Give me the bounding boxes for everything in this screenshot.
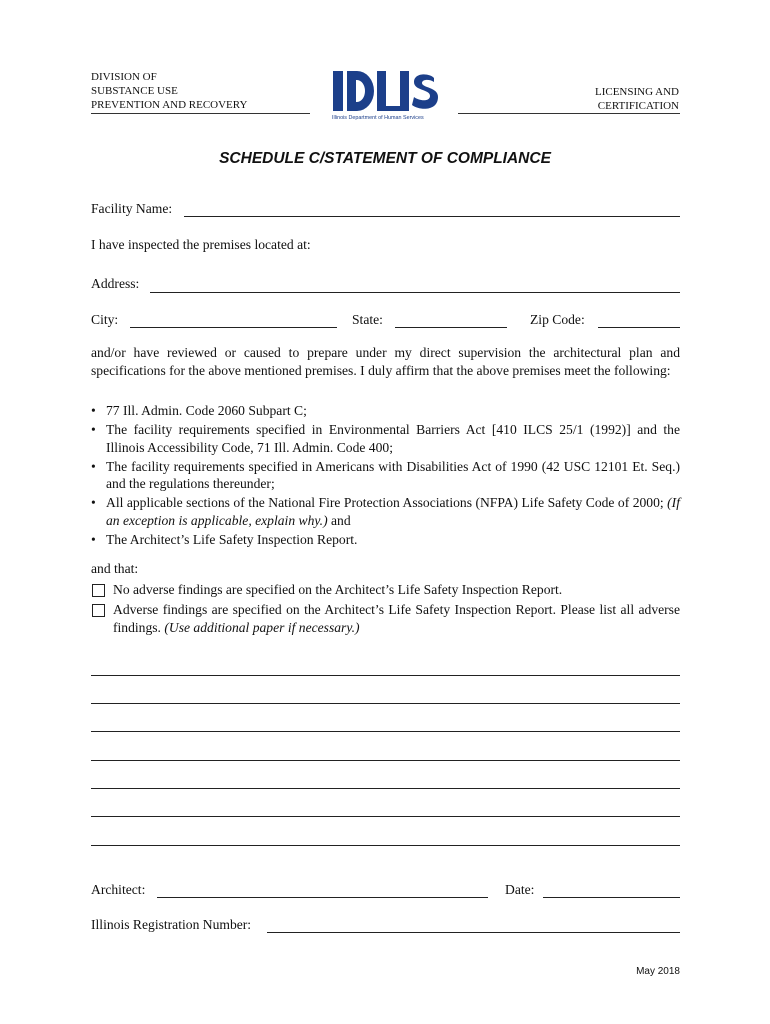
header-rule-left: [91, 113, 310, 114]
city-label: City:: [91, 312, 119, 327]
facility-name-label: Facility Name:: [91, 201, 173, 216]
architect-field[interactable]: [157, 897, 488, 898]
and-that-label: and that:: [91, 561, 139, 576]
list-item: • The facility requirements specified in Americans with Disabilities Act of 1990 (42 USC 12101 Et. Seq.) and the regulations thereunder;: [91, 458, 680, 491]
city-field[interactable]: [130, 327, 337, 328]
facility-name-field[interactable]: [184, 216, 680, 217]
registration-label: Illinois Registration Number:: [91, 917, 252, 932]
state-label: State:: [352, 312, 383, 327]
date-label: Date:: [505, 882, 535, 897]
list-item: • The Architect’s Life Safety Inspection Report.: [91, 531, 358, 547]
division-line-1: DIVISION OF: [91, 71, 157, 83]
address-field[interactable]: [150, 292, 680, 293]
no-adverse-findings-checkbox[interactable]: [92, 584, 105, 597]
logo-subtitle: Illinois Department of Human Services: [332, 115, 424, 121]
address-label: Address:: [91, 276, 140, 291]
findings-line-2[interactable]: [91, 703, 680, 704]
registration-field[interactable]: [267, 932, 680, 933]
licensing-line-2: CERTIFICATION: [597, 100, 679, 112]
adverse-findings-checkbox[interactable]: [92, 604, 105, 617]
list-item: • The facility requirements specified in Environmental Barriers Act [410 ILCS 25/1 (1992)] and the Illinois Accessibility Code, 71 Ill. Admin. Code 400;: [91, 422, 680, 455]
zip-label: Zip Code:: [530, 312, 585, 327]
licensing-header: [595, 85, 679, 113]
findings-line-1[interactable]: [91, 675, 680, 676]
division-header: [91, 70, 247, 112]
findings-line-6[interactable]: [91, 816, 680, 817]
architect-label: Architect:: [91, 882, 146, 897]
header-rule-right: [458, 113, 680, 114]
state-field[interactable]: [395, 327, 507, 328]
inspected-label: I have inspected the premises located at:: [91, 237, 311, 252]
division-line-3: PREVENTION AND RECOVERY: [91, 99, 248, 111]
zip-field[interactable]: [598, 327, 680, 328]
footer-date: May 2018: [636, 966, 680, 977]
requirements-list: [91, 402, 680, 550]
list-item: • All applicable sections of the National Fire Protection Associations (NFPA) Life Safety Code of 2000; (If an exception is applicable, explain why.) and: [91, 495, 680, 528]
no-adverse-findings-label: No adverse findings are specified on the Architect’s Life Safety Inspection Report.: [113, 582, 563, 597]
date-field[interactable]: [543, 897, 680, 898]
licensing-line-1: LICENSING AND: [594, 86, 679, 98]
idhs-logo: [330, 68, 440, 122]
findings-line-5[interactable]: [91, 788, 680, 789]
division-line-2: SUBSTANCE USE: [91, 85, 178, 97]
findings-line-3[interactable]: [91, 731, 680, 732]
affirmation-paragraph: and/or have reviewed or caused to prepare under my direct supervision the architectural plan and specifications for the above mentioned premises. I duly affirm that the above premises meet the following:: [91, 345, 680, 378]
form-title: SCHEDULE C/STATEMENT OF COMPLIANCE: [219, 150, 551, 167]
adverse-findings-label: Adverse findings are specified on the Architect’s Life Safety Inspection Report. Please list all adverse findings. (Use additional paper if necessary.): [113, 602, 680, 635]
findings-line-7[interactable]: [91, 845, 680, 846]
findings-line-4[interactable]: [91, 760, 680, 761]
list-item: • 77 Ill. Admin. Code 2060 Subpart C;: [91, 403, 307, 418]
